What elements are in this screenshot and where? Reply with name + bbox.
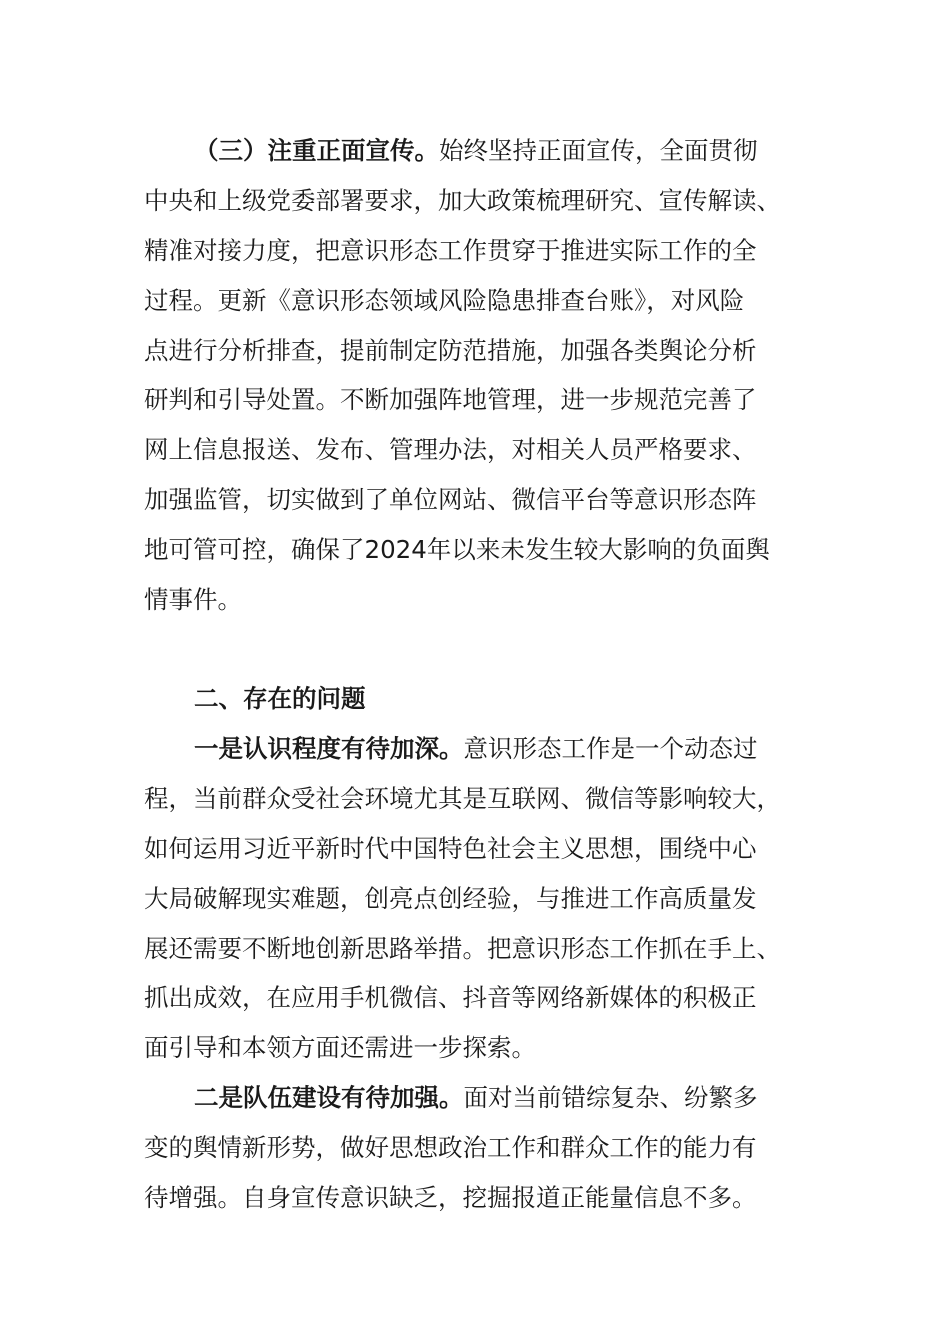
paragraph-line: 地可管可控，确保了2024年以来未发生较大影响的负面舆 bbox=[144, 535, 770, 565]
paragraph-line: 精准对接力度，把意识形态工作贯穿于推进实际工作的全 bbox=[144, 235, 757, 265]
paragraph-line: 点进行分析排查，提前制定防范措施，加强各类舆论分析 bbox=[144, 335, 757, 365]
paragraph-line: 如何运用习近平新时代中国特色社会主义思想，围绕中心 bbox=[144, 833, 757, 863]
paragraph-problem-two bbox=[144, 1073, 812, 1223]
paragraph-line: 加强监管，切实做到了单位网站、微信平台等意识形态阵 bbox=[144, 485, 757, 515]
paragraph-lead: （三）注重正面宣传。 bbox=[194, 136, 439, 165]
paragraph-line: 待增强。自身宣传意识缺乏，挖掘报道正能量信息不多。 bbox=[144, 1182, 757, 1212]
paragraph-line: 面引导和本领方面还需进一步探索。 bbox=[144, 1033, 536, 1063]
paragraph-lead: 二是队伍建设有待加强。 bbox=[194, 1083, 464, 1112]
paragraph-line: 大局破解现实难题，创亮点创经验，与推进工作高质量发 bbox=[144, 883, 757, 913]
paragraph-line-text: 面对当前错综复杂、纷繁多 bbox=[463, 1083, 758, 1112]
paragraph-line: 程，当前群众受社会环境尤其是互联网、微信等影响较大， bbox=[144, 783, 781, 813]
paragraph-line: 抓出成效，在应用手机微信、抖音等网络新媒体的积极正 bbox=[144, 983, 757, 1013]
paragraph-line: 研判和引导处置。不断加强阵地管理，进一步规范完善了 bbox=[144, 385, 757, 415]
paragraph-first-line bbox=[144, 724, 812, 774]
paragraph-line-text: 意识形态工作是一个动态过 bbox=[463, 734, 758, 763]
paragraph-line: 展还需要不断地创新思路举措。把意识形态工作抓在手上、 bbox=[144, 933, 781, 963]
paragraph-lead: 一是认识程度有待加深。 bbox=[194, 734, 464, 763]
section-heading-problems: 二、存在的问题 bbox=[194, 684, 366, 713]
paragraph-first-line bbox=[144, 1073, 812, 1123]
paragraph-line: 中央和上级党委部署要求，加大政策梳理研究、宣传解读、 bbox=[144, 185, 781, 215]
paragraph-first-line bbox=[144, 126, 812, 176]
paragraph-problem-one bbox=[144, 724, 812, 1073]
paragraph-line: 过程。更新《意识形态领域风险隐患排查台账》，对风险 bbox=[144, 285, 745, 315]
paragraph-line: 网上信息报送、发布、管理办法，对相关人员严格要求、 bbox=[144, 435, 757, 465]
paragraph-positive-publicity bbox=[144, 126, 812, 625]
paragraph-line: 变的舆情新形势，做好思想政治工作和群众工作的能力有 bbox=[144, 1132, 757, 1162]
paragraph-line: 情事件。 bbox=[144, 585, 242, 615]
paragraph-line-text: 始终坚持正面宣传，全面贯彻 bbox=[439, 136, 758, 165]
